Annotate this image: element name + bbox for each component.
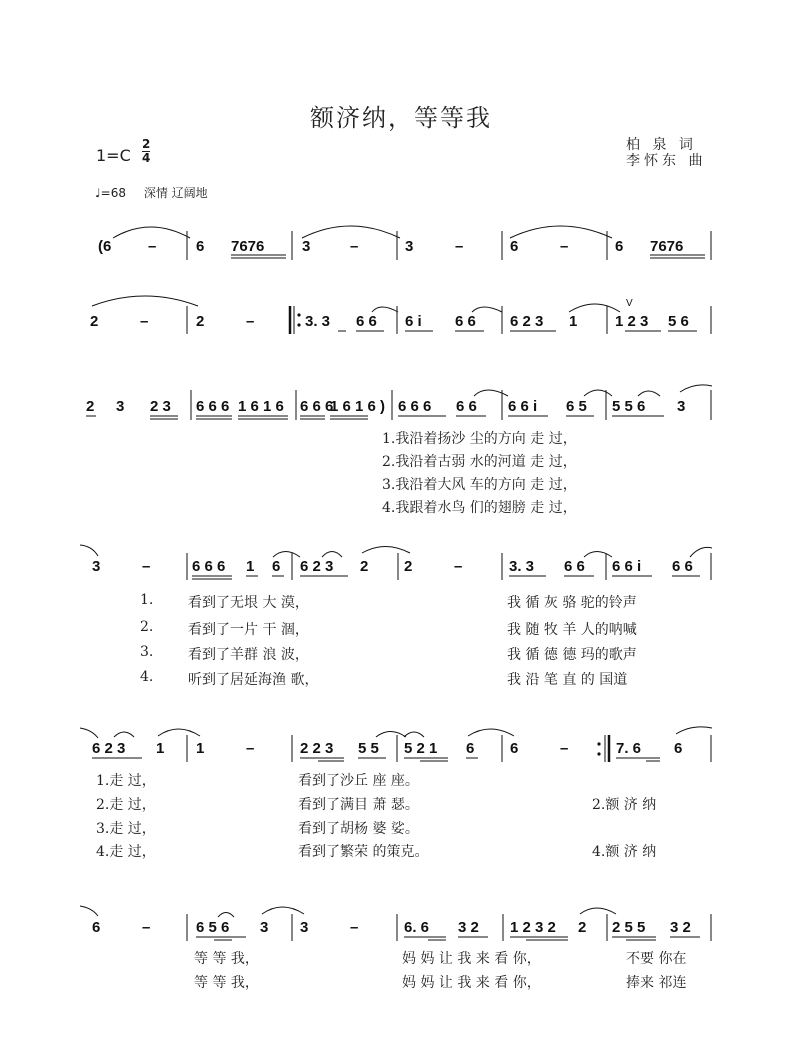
lyric-line: 等 等 我， <box>194 975 259 991</box>
note: 2 <box>360 558 369 575</box>
lyric-line: 2.我沿着古弱 水的河道 走 过， <box>382 454 577 470</box>
note: – <box>560 238 569 255</box>
verse-number: 1. <box>140 592 154 608</box>
lyric-line: 妈 妈 让 我 来 看 你， <box>402 975 541 991</box>
note: 6 5 6 <box>196 919 230 936</box>
lyric-line: 4.走 过， <box>96 844 156 860</box>
key-label: 1=C <box>96 146 131 165</box>
note: 7. 6 <box>616 740 642 757</box>
lyric-line: 3.走 过， <box>96 821 156 837</box>
lyric-line: 看到了沙丘 座 座。 <box>298 773 419 789</box>
lyricist-credit: 柏 泉 词 <box>626 137 697 153</box>
quarter-note-icon: ♩ <box>95 186 101 200</box>
lyric-line: 听到了居延海渔 歌， <box>188 672 319 688</box>
note: 7676 <box>650 238 684 255</box>
note: 1 <box>196 740 205 757</box>
score-row-4 <box>80 545 712 580</box>
score-row-5 <box>80 727 712 762</box>
time-sig-top: 2 <box>142 137 151 151</box>
verse-number: 4. <box>140 669 154 685</box>
composer-credit: 李怀东 曲 <box>626 153 707 169</box>
score-row-3 <box>86 385 712 420</box>
note: 6 i <box>405 313 422 330</box>
lyric-line: 不要 你在 <box>626 951 687 967</box>
note: 2 <box>86 398 95 415</box>
note: – <box>560 740 569 757</box>
lyric-line: 1.走 过， <box>96 773 156 789</box>
lyric-line: 捧来 祁连 <box>626 975 687 991</box>
note: 6 6 6 <box>196 398 230 415</box>
note: 3 2 <box>670 919 691 936</box>
note: – <box>142 558 151 575</box>
note: 6 <box>92 919 101 936</box>
note: 3 <box>302 238 311 255</box>
note: 6 <box>615 238 624 255</box>
note: 1 6 1 6 <box>238 398 284 415</box>
note: 6 <box>272 558 281 575</box>
note: 6 6 <box>455 313 476 330</box>
note: 5 6 <box>668 313 689 330</box>
note: 2 2 3 <box>300 740 334 757</box>
note: 3 <box>300 919 309 936</box>
note: 1 <box>246 558 255 575</box>
note: 1 <box>569 313 578 330</box>
note: 6 <box>510 740 519 757</box>
note: 7676 <box>231 238 265 255</box>
note: 2 5 5 <box>612 919 646 936</box>
note: 6 2 3 <box>300 558 334 575</box>
note: 3 <box>260 919 269 936</box>
note: – <box>246 740 255 757</box>
note: – <box>454 558 463 575</box>
lyric-line: 妈 妈 让 我 来 看 你， <box>402 951 541 967</box>
lyric-line: 2.额 济 纳 <box>592 797 657 813</box>
note: 6 <box>466 740 475 757</box>
note: 6. 6 <box>404 919 430 936</box>
time-sig-bottom: 4 <box>142 151 151 165</box>
note: 3 <box>677 398 686 415</box>
note: 3 <box>92 558 101 575</box>
note: 2 <box>196 313 205 330</box>
lyric-line: 看到了胡杨 婆 娑。 <box>298 821 419 837</box>
note: 1 <box>156 740 165 757</box>
score-row-6 <box>80 906 711 941</box>
note: 3 2 <box>458 919 479 936</box>
note: 6 5 <box>566 398 587 415</box>
note: 5 5 6 <box>612 398 646 415</box>
lyric-line: 2.走 过， <box>96 797 156 813</box>
lyric-line: 我 循 德 德 玛的歌声 <box>507 647 637 663</box>
note: 1 2 3 <box>615 313 649 330</box>
lyric-line: 4.我跟着水鸟 们的翅膀 走 过， <box>382 500 577 516</box>
note: 2 3 <box>150 398 171 415</box>
verse-number: 3. <box>140 644 154 660</box>
note: – <box>140 313 149 330</box>
note: – <box>350 919 359 936</box>
score-row-2 <box>90 296 711 334</box>
note: – <box>455 238 464 255</box>
note: 6 2 3 <box>92 740 126 757</box>
note: 6 2 3 <box>510 313 544 330</box>
breath-mark: V <box>626 298 633 309</box>
note: 6 6 6 <box>300 398 334 415</box>
note: 5 2 1 <box>404 740 438 757</box>
lyric-line: 4.额 济 纳 <box>592 844 657 860</box>
note: 3 <box>405 238 414 255</box>
song-title: 额济纳，等等我 <box>310 104 492 132</box>
note: – <box>148 238 157 255</box>
note: (6 <box>98 238 112 255</box>
tempo-value: =68 <box>100 186 126 200</box>
expression-text: 深情 辽阔地 <box>143 186 208 200</box>
note: 6 6 <box>356 313 377 330</box>
note: 1 2 3 2 <box>510 919 556 936</box>
lyric-line: 看到了繁荣 的策克。 <box>298 844 429 860</box>
lyric-line: 1.我沿着扬沙 尘的方向 走 过， <box>382 431 577 447</box>
lyric-line: 我 随 牧 羊 人的呐喊 <box>507 622 637 638</box>
note: 2 <box>578 919 587 936</box>
note: 3. 3 <box>305 313 331 330</box>
note: 5 5 <box>358 740 379 757</box>
lyric-line: 看到了无垠 大 漠， <box>188 595 309 611</box>
note: 6 6 i <box>612 558 642 575</box>
note: 6 <box>196 238 205 255</box>
lyric-line: 我 循 灰 骆 驼的铃声 <box>507 595 637 611</box>
note: 6 6 <box>672 558 693 575</box>
note: 6 6 <box>456 398 477 415</box>
note: – <box>350 238 359 255</box>
note: 6 <box>674 740 683 757</box>
note: 6 6 6 <box>192 558 226 575</box>
note: 6 6 i <box>508 398 538 415</box>
note: 6 6 <box>564 558 585 575</box>
lyric-line: 等 等 我， <box>194 951 259 967</box>
note: – <box>246 313 255 330</box>
note: 3 <box>116 398 125 415</box>
verse-number: 2. <box>140 619 154 635</box>
note: – <box>142 919 151 936</box>
lyric-line: 看到了满目 萧 瑟。 <box>298 797 419 813</box>
score-row-1 <box>98 226 711 260</box>
lyric-line: 我 沿 笔 直 的 国道 <box>507 672 628 688</box>
lyric-line: 看到了羊群 浪 波， <box>188 647 309 663</box>
note: 2 <box>404 558 413 575</box>
note: 2 <box>90 313 99 330</box>
note: 6 6 6 <box>398 398 432 415</box>
lyric-line: 看到了一片 干 涸， <box>188 622 309 638</box>
lyric-line: 3.我沿着大风 车的方向 走 过， <box>382 477 577 493</box>
note: 3. 3 <box>509 558 535 575</box>
note: 1 6 1 6 ) <box>330 398 386 415</box>
note: 6 <box>510 238 519 255</box>
